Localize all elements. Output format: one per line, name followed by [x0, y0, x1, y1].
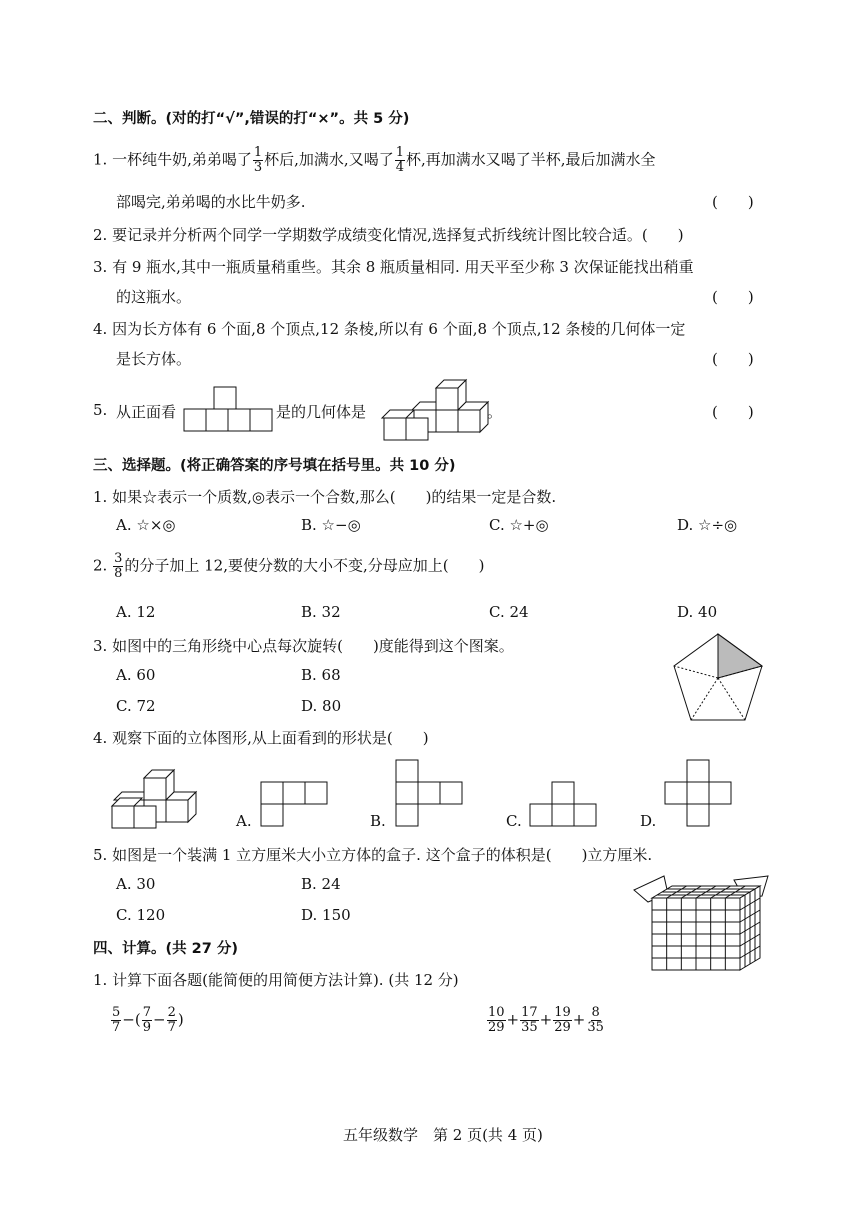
option-c[interactable]: C. ☆+◎	[489, 516, 549, 534]
option-c[interactable]: C. 24	[489, 603, 529, 621]
question-number: 2.	[93, 556, 108, 575]
option-b-figure[interactable]	[396, 760, 464, 828]
choice-q2	[93, 552, 484, 581]
option-d[interactable]: D.	[640, 812, 657, 830]
answer-blank[interactable]: ( )	[712, 193, 754, 211]
option-d[interactable]: D. 80	[301, 697, 342, 715]
option-a[interactable]: A. ☆×◎	[116, 516, 176, 534]
judge-q3-line1	[93, 256, 694, 277]
calc-q1	[93, 969, 459, 990]
expression-2: $\frac{10}{29}$ + $\frac{17}{35}$ + $\frac{19}{29}$ + $\frac{8}{35}$	[488, 1005, 604, 1035]
option-c-figure[interactable]	[530, 782, 598, 828]
option-a[interactable]: A. 30	[116, 875, 156, 893]
q3-text: 有 9 瓶水,其中一瓶质量稍重些。其余 8 瓶质量相同. 用天平至少称 3 次保证能找出稍重	[112, 258, 694, 276]
option-a[interactable]: A. 60	[116, 666, 156, 684]
q4-text: 因为长方体有 6 个面,8 个顶点,12 条棱,所以有 6 个面,8 个顶点,12 条棱的几何体一定	[112, 320, 686, 338]
q1-text-a: 一杯纯牛奶,弟弟喝了	[112, 150, 252, 169]
solid-figure-q4	[112, 770, 196, 828]
option-b[interactable]: B. ☆−◎	[301, 516, 361, 534]
choice-q1	[93, 486, 556, 507]
fraction-one-quarter: $\frac{1}{4}$	[395, 145, 404, 175]
option-b[interactable]: B. 24	[301, 875, 341, 893]
section-heading-calculation: 四、计算。(共 27 分)	[93, 941, 239, 957]
judge-q4-line2: 是长方体。	[116, 350, 192, 368]
option-a-figure[interactable]	[261, 782, 329, 828]
section-heading-choice: 三、选择题。(将正确答案的序号填在括号里。共 10 分)	[93, 458, 456, 474]
front-view-figure	[184, 387, 276, 433]
open-box-figure	[634, 876, 770, 972]
page-footer: 五年级数学 第 2 页(共 4 页)	[343, 1126, 543, 1144]
calc-q1-text: 计算下面各题(能简便的用简便方法计算). (共 12 分)	[112, 971, 459, 989]
option-b[interactable]: B.	[370, 812, 386, 830]
option-b[interactable]: B. 68	[301, 666, 341, 684]
q2-text: 要记录并分析两个同学一学期数学成绩变化情况,选择复式折线统计图比较合适。	[112, 226, 642, 244]
question-number: 4.	[93, 729, 108, 747]
option-d[interactable]: D. 150	[301, 906, 351, 924]
fraction-one-third: $\frac{1}{3}$	[253, 145, 263, 175]
answer-blank[interactable]: ( )	[712, 288, 754, 306]
expression-1: $\frac{5}{7}$ −( $\frac{7}{9}$ − $\frac{2}{7}$ )	[112, 1005, 184, 1035]
judge-q1-line1	[93, 146, 656, 175]
judge-q5-text-c: 。	[487, 403, 503, 421]
judge-q5-num: 5.	[93, 401, 108, 419]
question-number: 5.	[93, 846, 108, 864]
judge-q4-line1	[93, 318, 685, 339]
judge-q3-line2: 的这瓶水。	[116, 288, 192, 306]
answer-blank[interactable]: ( )	[712, 403, 754, 421]
option-d[interactable]: D. 40	[677, 603, 718, 621]
choice-q1-text: 如果☆表示一个质数,◎表示一个合数,那么( )的结果一定是合数.	[112, 488, 557, 506]
question-number: 3.	[93, 637, 108, 655]
answer-blank[interactable]: ( )	[712, 350, 754, 368]
choice-q3	[93, 635, 514, 656]
question-number: 1.	[93, 488, 108, 506]
option-c[interactable]: C.	[506, 812, 522, 830]
solid-figure-q5	[382, 380, 488, 440]
option-d[interactable]: D. ☆÷◎	[677, 516, 738, 534]
question-number: 3.	[93, 258, 108, 276]
choice-q2-text: 的分子加上 12,要使分数的大小不变,分母应加上( )	[124, 556, 485, 575]
choice-q4-text: 观察下面的立体图形,从上面看到的形状是( )	[112, 729, 429, 747]
question-number: 1.	[93, 971, 108, 989]
judge-q5-text-a: 从正面看	[116, 403, 177, 421]
section-heading-judgment: 二、判断。(对的打“√”,错误的打“×”。共 5 分)	[93, 111, 410, 127]
question-number: 1.	[93, 150, 108, 169]
q1-text-b: 杯后,加满水,又喝了	[264, 150, 394, 169]
pentagon-figure	[668, 630, 768, 726]
choice-q5-text: 如图是一个装满 1 立方厘米大小立方体的盒子. 这个盒子的体积是( )立方厘米.	[112, 846, 653, 864]
question-number: 4.	[93, 320, 108, 338]
judge-q1-line2: 部喝完,弟弟喝的水比牛奶多.	[116, 193, 306, 211]
option-a[interactable]: A. 12	[116, 603, 156, 621]
option-b[interactable]: B. 32	[301, 603, 341, 621]
option-c[interactable]: C. 120	[116, 906, 166, 924]
judge-q5-text-b: 是的几何体是	[276, 403, 367, 421]
option-c[interactable]: C. 72	[116, 697, 156, 715]
q1-text-c: 杯,再加满水又喝了半杯,最后加满水全	[405, 150, 656, 169]
judge-q2	[93, 224, 684, 245]
fraction-three-eighths: $\frac{3}{8}$	[114, 551, 123, 581]
choice-q5	[93, 844, 652, 865]
answer-blank[interactable]: ( )	[641, 226, 684, 244]
question-number: 2.	[93, 226, 108, 244]
choice-q3-text: 如图中的三角形绕中心点每次旋转( )度能得到这个图案。	[112, 637, 514, 655]
option-d-figure[interactable]	[665, 760, 733, 828]
option-a[interactable]: A.	[236, 812, 252, 830]
choice-q4	[93, 727, 429, 748]
